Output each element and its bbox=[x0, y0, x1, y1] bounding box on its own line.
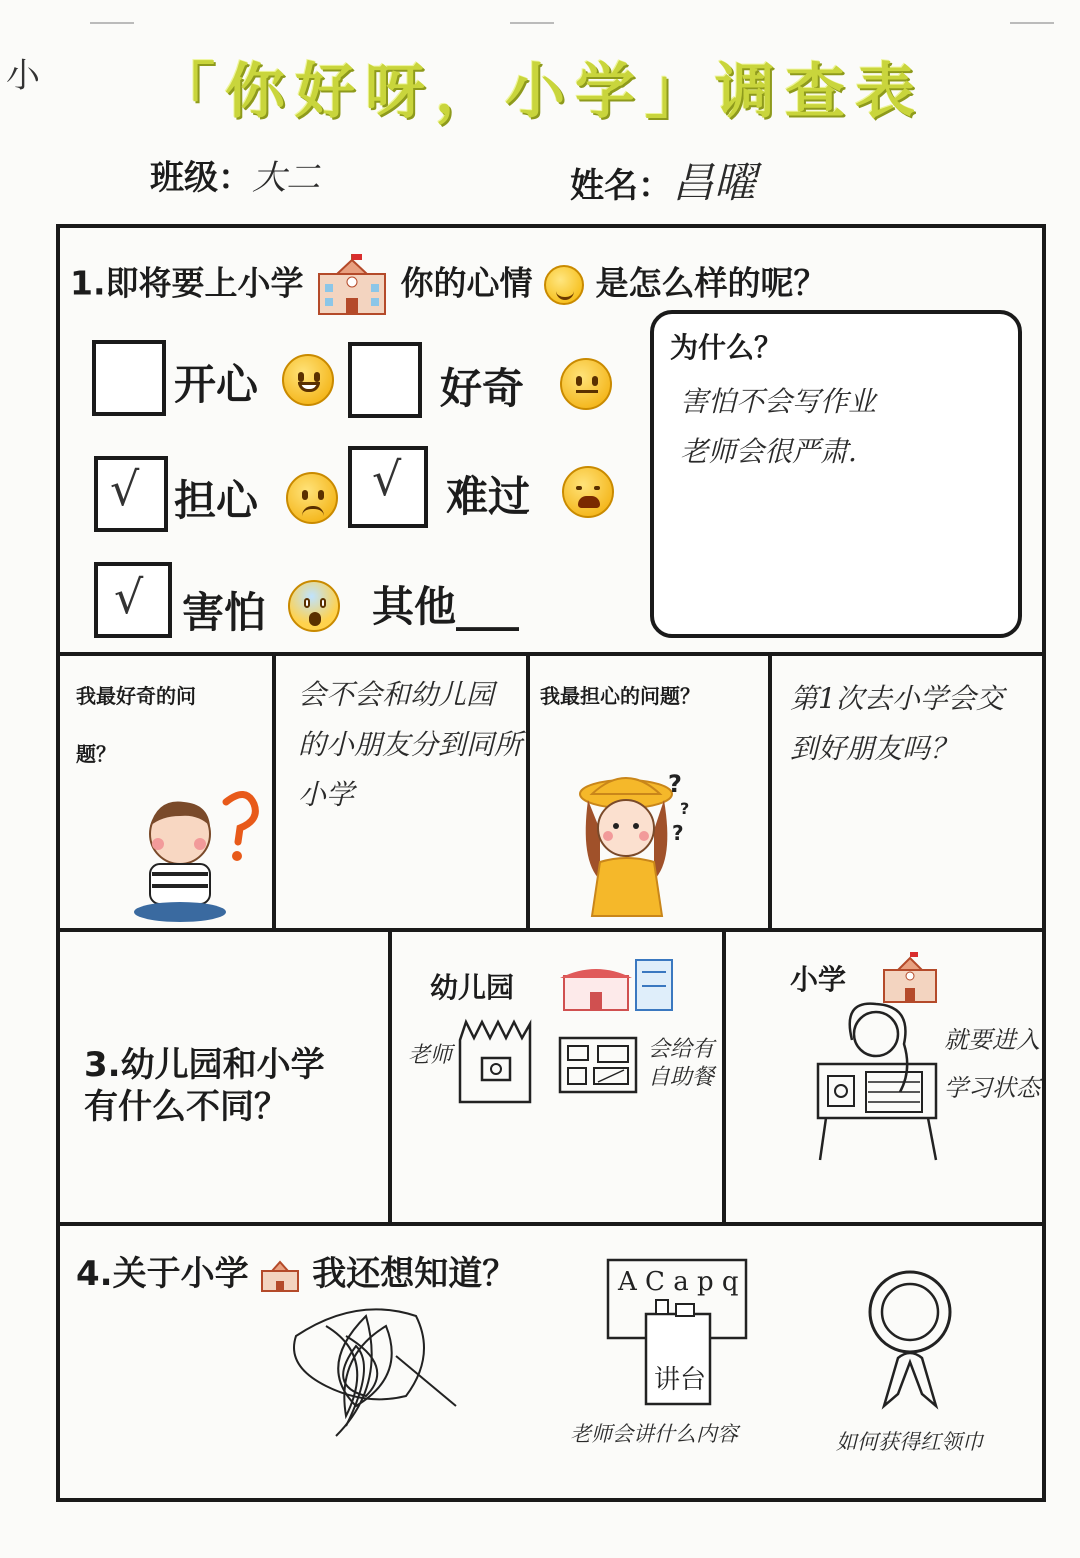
class-field bbox=[150, 150, 320, 199]
kindergarten-drawing bbox=[456, 1018, 534, 1104]
thinking-boy-illustration bbox=[128, 786, 268, 926]
option-sad: 难过 bbox=[446, 472, 531, 521]
question-mark: ? bbox=[668, 770, 682, 798]
question-3-line: 有什么不同？ bbox=[84, 1087, 288, 1127]
binder-ring bbox=[510, 0, 554, 24]
student-at-desk-drawing bbox=[812, 1000, 942, 1166]
divider bbox=[388, 932, 392, 1222]
question-1-text: 1.即将要上小学 bbox=[70, 263, 304, 303]
grin-icon bbox=[282, 354, 334, 406]
reason-title: 为什么？ bbox=[670, 331, 783, 364]
question-1-text-end: 是怎么样的呢？ bbox=[595, 263, 827, 303]
answer-line: 第1次去小学会交 bbox=[790, 682, 1004, 715]
school-icon bbox=[260, 1259, 300, 1293]
scribble-drawing bbox=[286, 1296, 466, 1446]
worried-girl-illustration bbox=[570, 770, 690, 920]
divider bbox=[768, 656, 772, 928]
option-other: 其他___ bbox=[372, 582, 520, 631]
divider bbox=[56, 652, 1046, 656]
answer-line: 到好朋友吗？ bbox=[790, 732, 959, 765]
primary-school-label: 小学 bbox=[790, 963, 847, 996]
question-mark: ? bbox=[680, 799, 690, 818]
question-3 bbox=[84, 1044, 325, 1128]
kindergarten-building-icon bbox=[560, 952, 680, 1014]
class-value: 大二 bbox=[252, 158, 320, 198]
smile-icon bbox=[544, 265, 584, 305]
buffet-drawing bbox=[558, 1034, 640, 1096]
divider bbox=[722, 932, 726, 1222]
screaming-face-icon bbox=[288, 580, 340, 632]
school-note bbox=[944, 1016, 1040, 1112]
binder-ring bbox=[90, 0, 134, 24]
question-mark: ? bbox=[672, 821, 684, 845]
podium-text: 讲台 bbox=[654, 1365, 707, 1395]
board-text: A C a p q bbox=[618, 1267, 739, 1297]
option-scared: 害怕 bbox=[182, 588, 267, 637]
note-line: 会给有 bbox=[648, 1037, 715, 1062]
checkbox-happy[interactable] bbox=[92, 340, 166, 416]
answer-line: 会不会和幼儿园 bbox=[298, 678, 495, 711]
question-4 bbox=[76, 1246, 516, 1295]
option-worried: 担心 bbox=[174, 476, 259, 525]
note-line: 自助餐 bbox=[648, 1065, 715, 1090]
note-line: 就要进入 bbox=[944, 1026, 1040, 1054]
kg-note-buffet bbox=[648, 1036, 714, 1092]
school-icon bbox=[882, 952, 938, 1004]
checkmark: √ bbox=[114, 570, 144, 624]
divider bbox=[56, 928, 1046, 932]
question-1 bbox=[70, 254, 827, 316]
curious-answer bbox=[298, 670, 522, 820]
thinking-face-icon bbox=[560, 358, 612, 410]
checkmark: √ bbox=[372, 452, 402, 506]
option-happy: 开心 bbox=[174, 360, 259, 409]
reason-line: 害怕不会写作业 bbox=[680, 385, 877, 418]
divider bbox=[272, 656, 276, 928]
curious-title: 我最好奇的问 bbox=[76, 684, 196, 708]
question-4-text: 4.关于小学 bbox=[76, 1254, 249, 1294]
name-value: 昌曜 bbox=[672, 158, 757, 207]
checkmark: √ bbox=[110, 462, 140, 516]
answer-line: 小学 bbox=[298, 778, 355, 811]
divider bbox=[526, 656, 530, 928]
school-icon bbox=[315, 254, 389, 316]
kindergarten-label: 幼儿园 bbox=[430, 971, 515, 1004]
corner-mark: 小 bbox=[6, 56, 40, 96]
divider bbox=[56, 1222, 1046, 1226]
answer-line: 的小朋友分到同所 bbox=[298, 728, 523, 761]
binder-ring bbox=[1010, 0, 1054, 24]
name-field bbox=[570, 150, 756, 210]
class-label: 班级： bbox=[150, 158, 252, 198]
worry-title: 我最担心的问题？ bbox=[540, 684, 700, 708]
caption-red-scarf: 如何获得红领巾 bbox=[836, 1430, 983, 1454]
note-line: 学习状态 bbox=[944, 1074, 1040, 1102]
classroom-board-drawing bbox=[602, 1256, 752, 1406]
question-4-text-tail: 我还想知道？ bbox=[312, 1254, 517, 1294]
caption-teacher-content: 老师会讲什么内容 bbox=[570, 1422, 738, 1446]
question-1-text-tail: 你的心情 bbox=[400, 263, 533, 303]
worry-answer bbox=[790, 674, 1004, 774]
option-curious: 好奇 bbox=[440, 364, 525, 413]
medal-drawing bbox=[860, 1266, 960, 1416]
curious-title-cont: 题？ bbox=[76, 742, 116, 766]
reason-line: 老师会很严肃. bbox=[680, 435, 857, 468]
kg-note-teacher: 老师 bbox=[408, 1043, 453, 1068]
tired-face-icon bbox=[562, 466, 614, 518]
checkbox-curious[interactable] bbox=[348, 342, 422, 418]
page-title: 「你好呀，小学」调查表 bbox=[155, 57, 925, 127]
name-label: 姓名： bbox=[570, 166, 672, 206]
worried-face-icon bbox=[286, 472, 338, 524]
question-3-line: 3.幼儿园和小学 bbox=[84, 1045, 325, 1085]
